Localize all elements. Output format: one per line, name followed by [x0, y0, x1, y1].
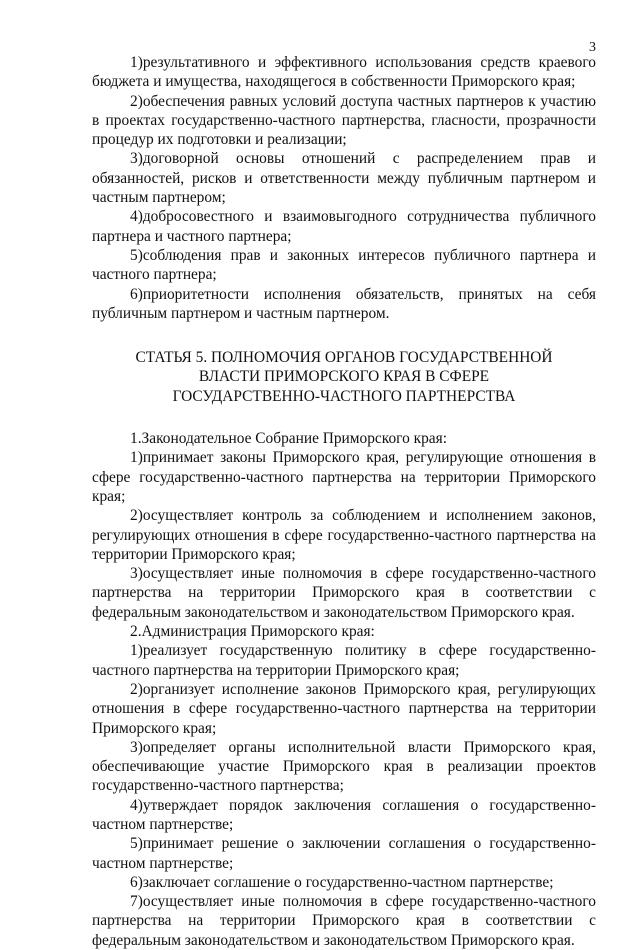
- article-title-line-3: ГОСУДАРСТВЕННО-ЧАСТНОГО ПАРТНЕРСТВА: [172, 387, 516, 405]
- article-title-line-1: СТАТЬЯ 5. ПОЛНОМОЧИЯ ОРГАНОВ ГОСУДАРСТВЕННОЙ: [135, 349, 553, 367]
- section-1-heading: 1.Законодательное Собрание Приморского края:: [130, 430, 447, 448]
- principle-item-5: 5)соблюдения прав и законных интересов публичного партнера и частного партнера;: [92, 246, 596, 284]
- document-body: [92, 53, 596, 950]
- section-1-item-2: 2)осуществляет контроль за соблюдением и исполнением законов, регулирующих отношения в сфере государственно-частного партнерства на территории Приморского края;: [92, 507, 596, 563]
- principle-item-3: 3)договорной основы отношений с распределением прав и обязанностей, рисков и ответственности между публичным партнером и частным партнером;: [92, 150, 596, 207]
- section-2-heading: 2.Администрация Приморского края:: [130, 623, 375, 641]
- principle-item-2: 2)обеспечения равных условий доступа частных партнеров к участию в проектах государственно-частного партнерства, гласности, прозрачности процедур их подготовки и реализации;: [92, 92, 596, 149]
- section-2-item-7: 7)осуществляет иные полномочия в сфере государственно-частного партнерства на территории Приморского края в соответствии с федеральным законодательством и законодательством Приморского края.: [92, 893, 596, 949]
- principle-item-6: 6)приоритетности исполнения обязательств, принятых на себя публичным партнером и частным партнером.: [92, 285, 596, 322]
- page-number: 3: [589, 40, 596, 55]
- section-2-item-2: 2)организует исполнение законов Приморского края, регулирующих отношения в сфере государственно-частного партнерства на территории Приморского края;: [92, 680, 596, 737]
- principle-item-4: 4)добросовестного и взаимовыгодного сотрудничества публичного партнера и частного партнера;: [92, 208, 596, 245]
- principle-item-1: 1)результативного и эффективного использования средств краевого бюджета и имущества, находящегося в собственности Приморского края;: [92, 54, 596, 91]
- section-2-item-1: 1)реализует государственную политику в сфере государственно-частного партнерства на территории Приморского края;: [92, 642, 596, 679]
- article-title: [92, 348, 596, 406]
- section-2-item-3: 3)определяет органы исполнительной власти Приморского края, обеспечивающие участие Приморского края в реализации проектов государственно-частного партнерства;: [92, 738, 596, 795]
- section-2-item-4: 4)утверждает порядок заключения соглашения о государственно-частном партнерстве;: [92, 796, 596, 833]
- section-1-item-1: 1)принимает законы Приморского края, регулирующие отношения в сфере государственно-частного партнерства на территории Приморского края;: [92, 449, 596, 505]
- section-1-item-3: 3)осуществляет иные полномочия в сфере государственно-частного партнерства на территории Приморского края в соответствии с федеральным законодательством и законодательством Приморского края.: [92, 565, 596, 621]
- article-title-line-2: ВЛАСТИ ПРИМОРСКОГО КРАЯ В СФЕРЕ: [198, 368, 490, 386]
- section-2-item-5: 5)принимает решение о заключении соглашения о государственно-частном партнерстве;: [92, 835, 596, 872]
- section-2-item-6: 6)заключает соглашение о государственно-частном партнерстве;: [130, 873, 554, 891]
